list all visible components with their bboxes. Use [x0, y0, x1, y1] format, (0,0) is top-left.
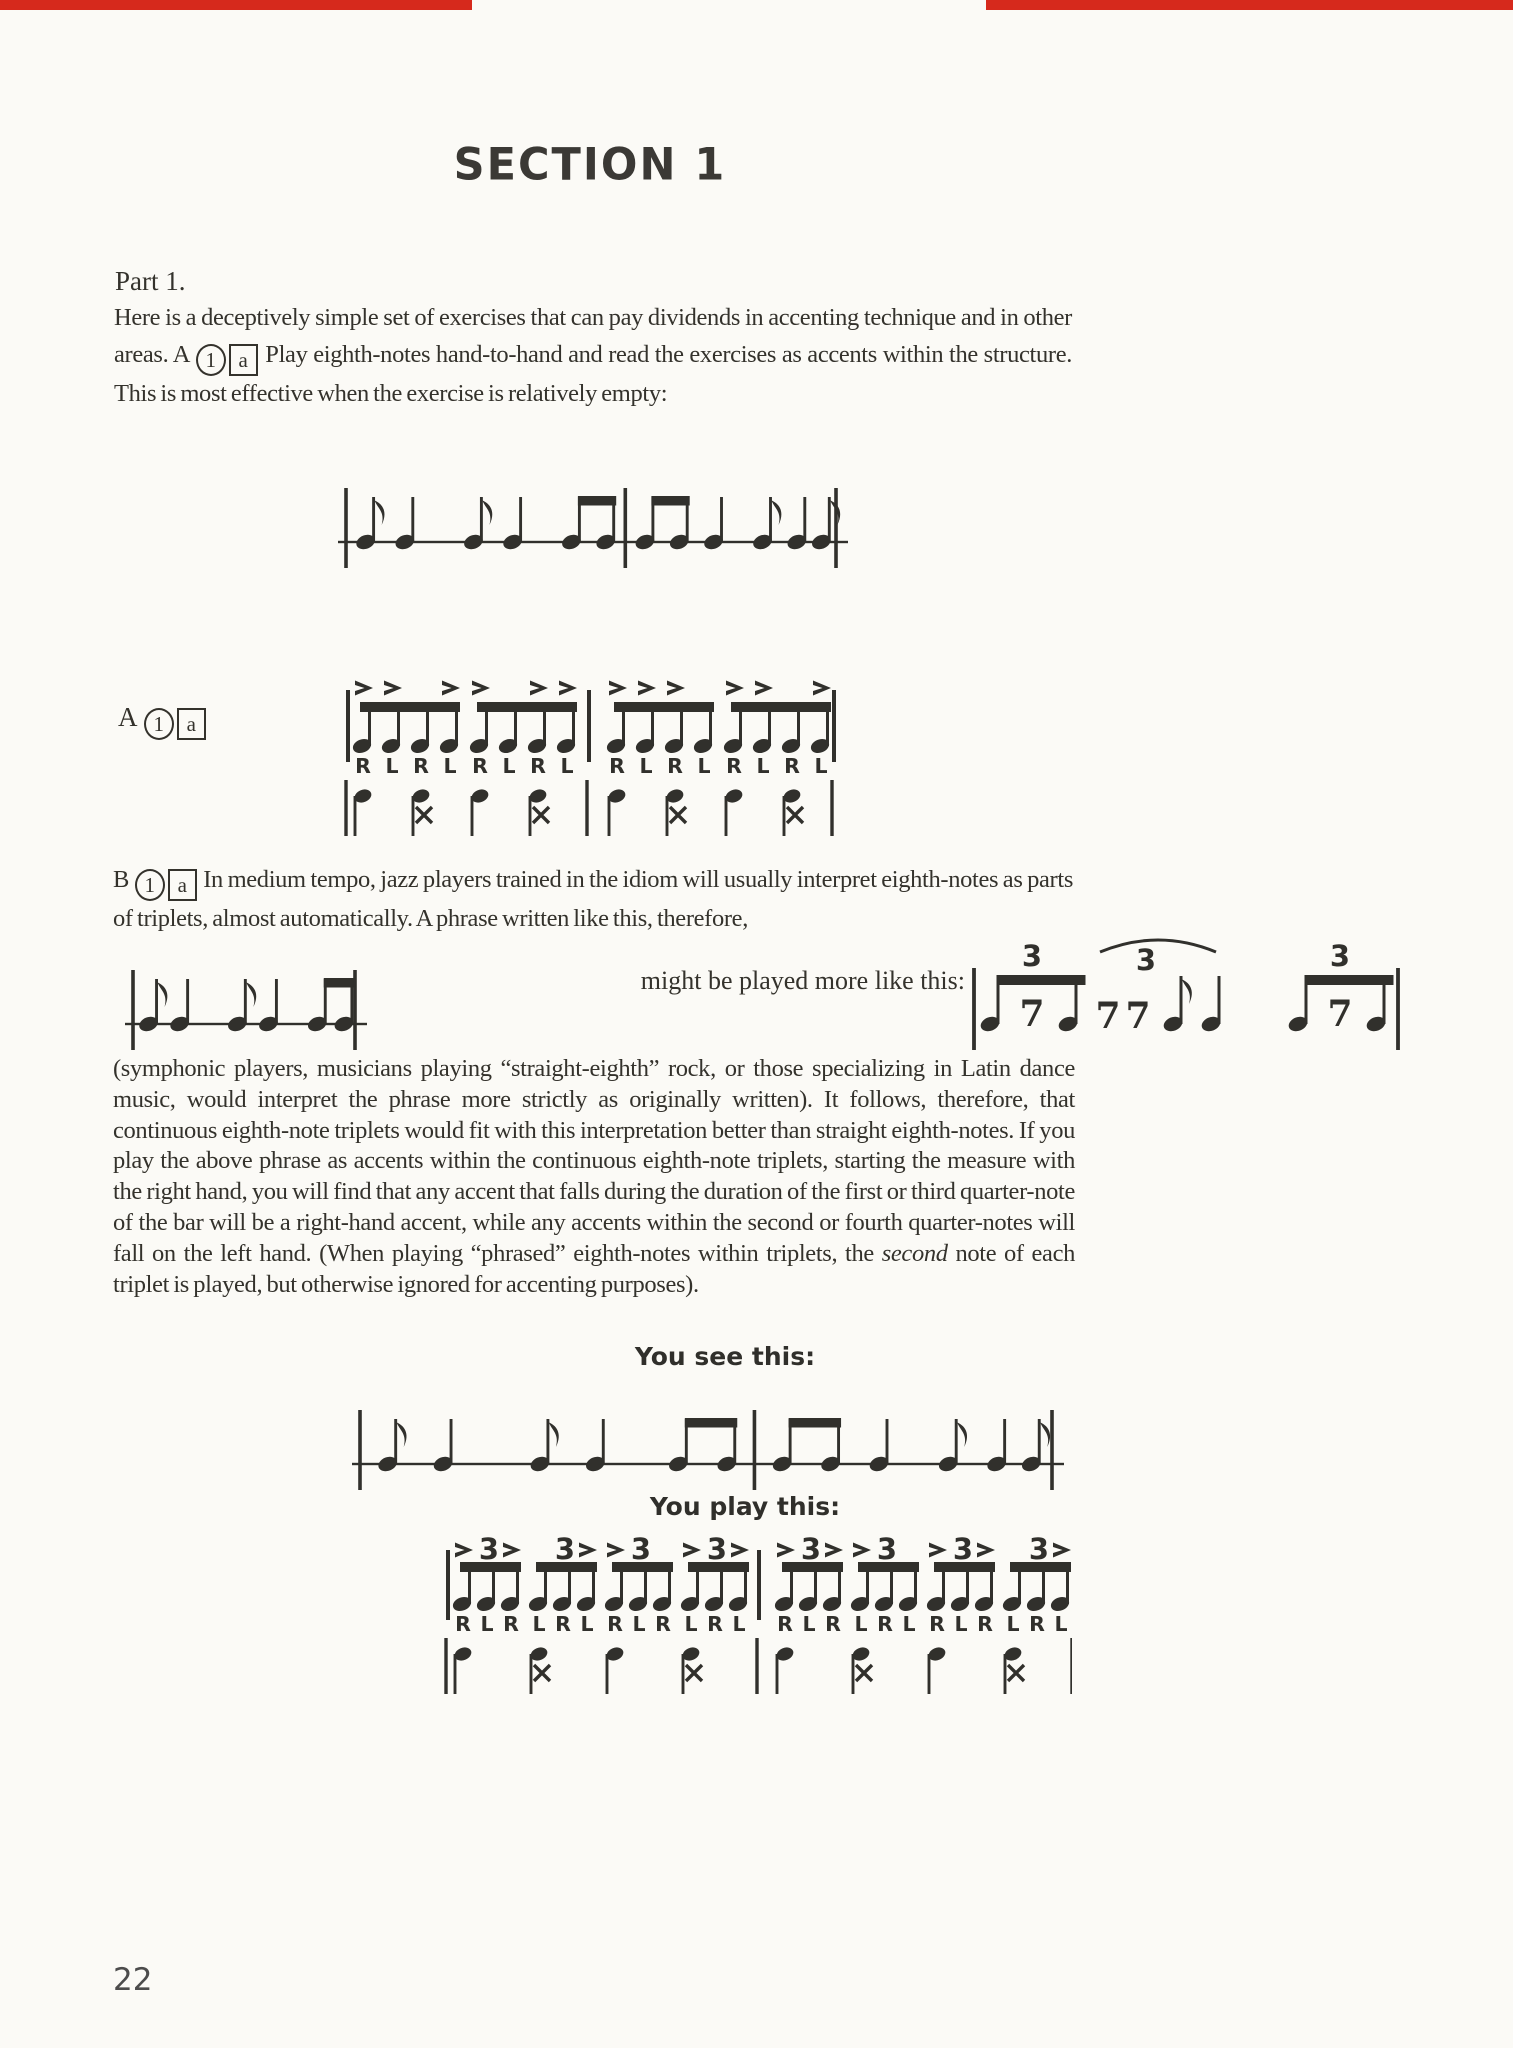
svg-text:L: L: [684, 1612, 698, 1636]
svg-text:L: L: [532, 1612, 546, 1636]
svg-text:R: R: [784, 754, 800, 778]
svg-text:3: 3: [706, 1532, 728, 1566]
boxed-letter: a: [168, 869, 197, 901]
exercise-a-label: [118, 702, 208, 740]
svg-text:R: R: [609, 754, 625, 778]
svg-text:L: L: [443, 754, 457, 778]
triplet-interpretation-svg: [968, 928, 1413, 1058]
svg-text:L: L: [580, 1612, 594, 1636]
svg-text:R: R: [655, 1612, 671, 1636]
you-see-this-svg: [352, 1378, 1064, 1494]
svg-text:3: 3: [1135, 943, 1157, 977]
svg-text:3: 3: [1021, 939, 1043, 973]
paragraph-b: [113, 862, 1073, 938]
main-paragraph-part2: note of each triplet is played, but otherwise ignored for accenting purposes).: [113, 1239, 1075, 1298]
svg-text:3: 3: [952, 1532, 974, 1566]
triplet-interpretation-notation: [968, 928, 1413, 1058]
svg-text:3: 3: [630, 1532, 652, 1566]
svg-text:3: 3: [1028, 1532, 1050, 1566]
svg-text:R: R: [607, 1612, 623, 1636]
svg-text:7: 7: [1327, 993, 1353, 1035]
svg-text:3: 3: [1329, 939, 1351, 973]
svg-text:L: L: [954, 1612, 968, 1636]
svg-text:L: L: [1006, 1612, 1020, 1636]
svg-text:R: R: [726, 754, 742, 778]
circled-number: 1: [144, 708, 174, 740]
opening-rhythm-notation: [338, 452, 848, 572]
svg-text:L: L: [697, 754, 711, 778]
svg-text:R: R: [1029, 1612, 1045, 1636]
you-play-this-heading: You play this:: [649, 1492, 841, 1521]
red-scan-mark-left: [0, 0, 472, 10]
svg-text:R: R: [555, 1612, 571, 1636]
svg-text:3: 3: [876, 1532, 898, 1566]
svg-text:7: 7: [1019, 993, 1045, 1035]
svg-text:L: L: [502, 754, 516, 778]
svg-text:L: L: [385, 754, 399, 778]
intro-paragraph: [114, 300, 1072, 412]
svg-text:R: R: [777, 1612, 793, 1636]
you-see-this-notation: [352, 1378, 1064, 1494]
svg-text:L: L: [802, 1612, 816, 1636]
svg-text:R: R: [707, 1612, 723, 1636]
exercise-a-svg: [340, 672, 845, 844]
main-paragraph: [113, 1054, 1075, 1300]
svg-text:7: 7: [1095, 995, 1121, 1037]
svg-text:L: L: [560, 754, 574, 778]
svg-text:L: L: [632, 1612, 646, 1636]
svg-text:R: R: [455, 1612, 471, 1636]
svg-text:R: R: [355, 754, 371, 778]
phrase-notation: [125, 942, 367, 1054]
svg-text:L: L: [902, 1612, 916, 1636]
svg-text:R: R: [667, 754, 683, 778]
circled-number: 1: [135, 869, 165, 901]
circled-number: 1: [196, 344, 226, 376]
intro-text-pre: Here is a deceptively simple set of exercises that can pay dividends in accenting technique and in other areas. A: [114, 304, 1072, 368]
svg-text:R: R: [929, 1612, 945, 1636]
paragraph-b-text: In medium tempo, jazz players trained in the idiom will usually interpret eighth-notes as parts of triplets, almost automatically. A phrase written like this, therefore,: [113, 866, 1073, 932]
you-play-this-notation: [440, 1528, 1072, 1706]
svg-text:L: L: [480, 1612, 494, 1636]
boxed-letter: a: [229, 344, 258, 376]
phrase-svg: [125, 942, 367, 1054]
svg-text:L: L: [639, 754, 653, 778]
svg-text:L: L: [732, 1612, 746, 1636]
boxed-letter: a: [177, 708, 206, 740]
svg-text:3: 3: [554, 1532, 576, 1566]
main-paragraph-italic: second: [881, 1239, 948, 1267]
intro-text-post: Play eighth-notes hand-to-hand and read the exercises as accents within the structure. This is most effective when the exercise is relatively empty:: [114, 340, 1072, 407]
svg-text:L: L: [1054, 1612, 1068, 1636]
svg-text:R: R: [877, 1612, 893, 1636]
svg-text:R: R: [503, 1612, 519, 1636]
red-scan-mark-right: [986, 0, 1513, 10]
exercise-letter: A: [118, 702, 137, 732]
svg-text:R: R: [977, 1612, 993, 1636]
svg-text:R: R: [413, 754, 429, 778]
you-play-this-svg: [440, 1528, 1072, 1706]
part-heading: Part 1.: [115, 266, 186, 296]
exercise-letter: B: [113, 866, 129, 893]
you-see-this-heading: You see this:: [634, 1342, 816, 1371]
section-title: SECTION 1: [453, 139, 727, 191]
main-paragraph-part1: (symphonic players, musicians playing “straight-eighth” rock, or those specializing in Latin dance music, would interpret the phrase more strictly as originally written). It follows, therefore, that continuous eighth-note triplets would fit with this interpretation better than straight eighth-notes. If you play the above phrase as accents within the continuous eighth-note triplets, starting the measure with the right hand, you will find that any accent that falls during the duration of the first or third quarter-note of the bar will be a right-hand accent, while any accents within the second or fourth quarter-notes will fall on the left hand. (When playing “phrased” eighth-notes within triplets, the: [113, 1055, 1075, 1267]
svg-text:R: R: [530, 754, 546, 778]
svg-text:7: 7: [1125, 995, 1151, 1037]
svg-text:L: L: [814, 754, 828, 778]
svg-text:3: 3: [800, 1532, 822, 1566]
svg-text:R: R: [825, 1612, 841, 1636]
exercise-a-notation: [340, 672, 845, 844]
page-number: 22: [113, 1962, 153, 1998]
svg-text:L: L: [756, 754, 770, 778]
svg-text:R: R: [472, 754, 488, 778]
svg-text:3: 3: [478, 1532, 500, 1566]
svg-text:L: L: [854, 1612, 868, 1636]
opening-rhythm-svg: [338, 452, 848, 572]
inline-caption: might be played more like this:: [640, 966, 965, 995]
